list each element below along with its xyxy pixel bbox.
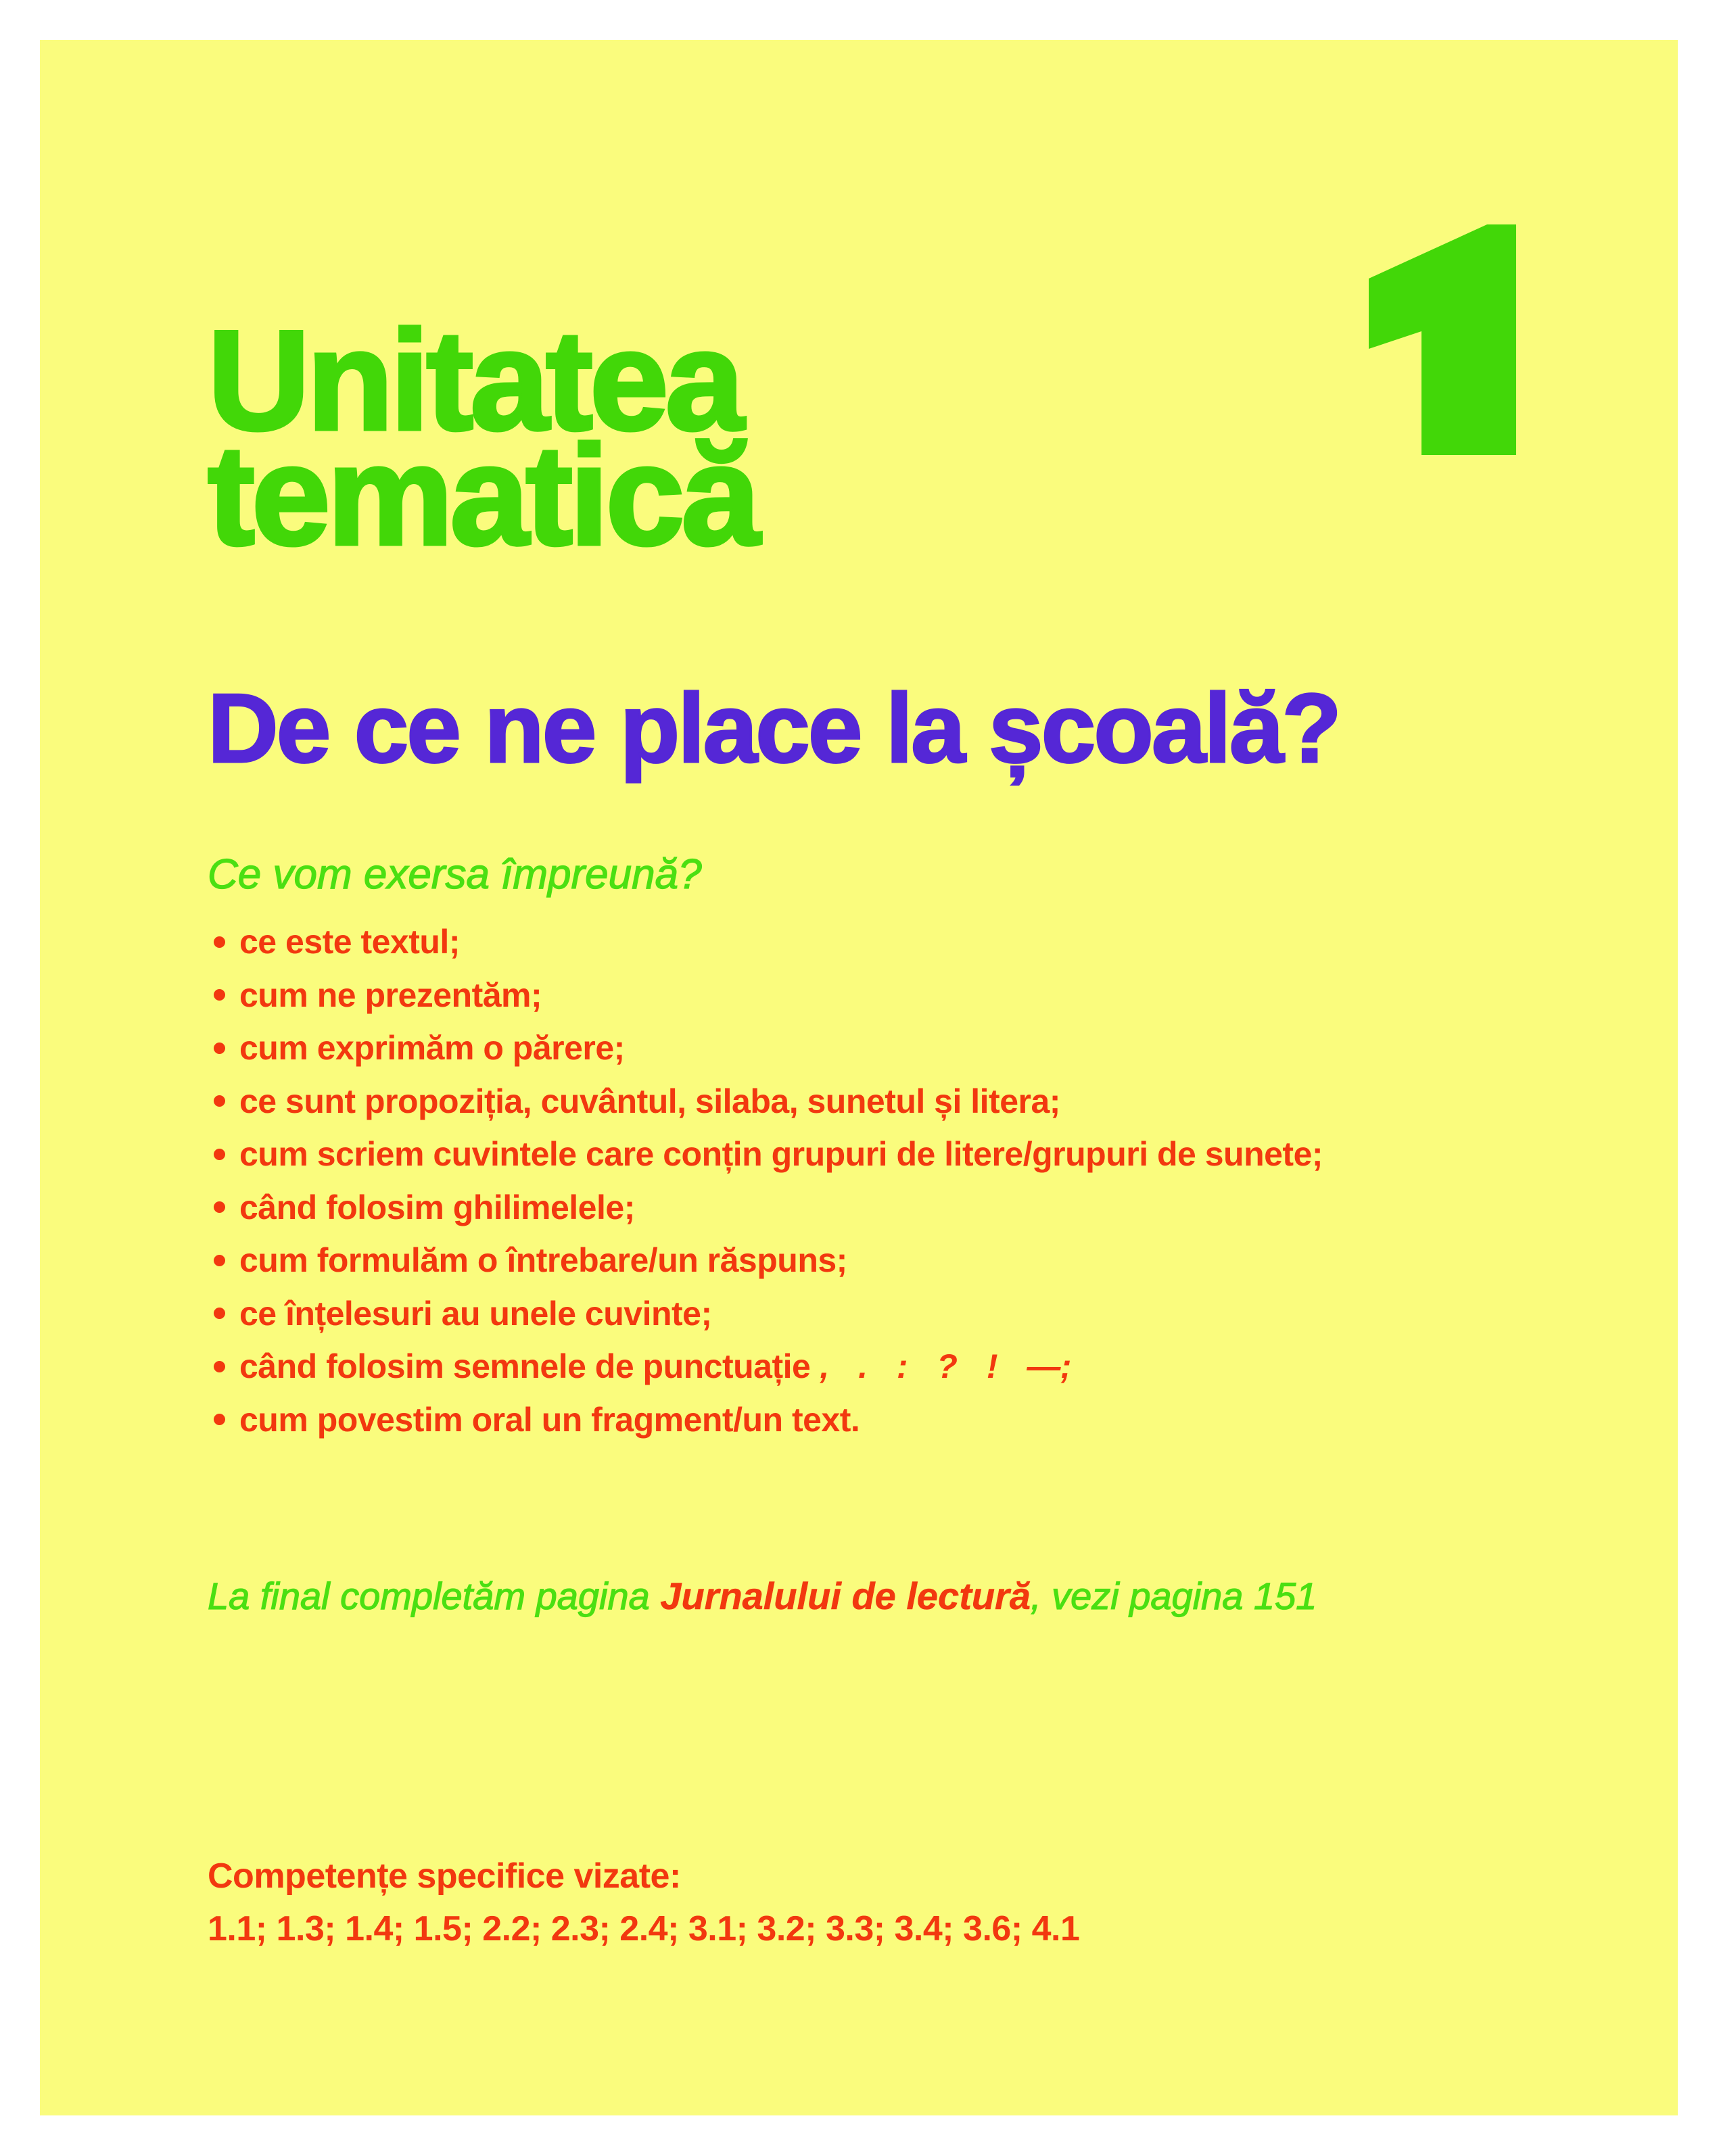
unit-label-line1: Unitatea (208, 300, 741, 460)
bullet-icon (214, 1043, 225, 1054)
list-item-text: cum scriem cuvintele care conțin grupuri de litere/grupuri de sunete; (239, 1135, 1323, 1174)
list-item-text: cum formulăm o întrebare/un răspuns; (239, 1241, 847, 1280)
list-item (214, 1181, 1323, 1235)
journal-title: Jurnalului de lectură (660, 1575, 1031, 1617)
punctuation-marks: , . : ? ! —; (820, 1347, 1072, 1386)
list-item (214, 915, 1323, 969)
unit-label-line2: tematică (208, 415, 757, 575)
list-item (214, 1022, 1323, 1075)
bullet-icon (214, 1414, 225, 1425)
list-item (214, 1393, 1323, 1447)
unit-number (1367, 223, 1518, 456)
list-item (214, 1340, 1323, 1393)
reading-journal-note (208, 1573, 1317, 1619)
unit-label (208, 300, 757, 575)
journal-note-prefix: La final completăm pagina (208, 1575, 661, 1617)
list-item-text: cum povestim oral un fragment/un text. (239, 1400, 860, 1439)
bullet-icon (214, 1095, 225, 1107)
list-item (214, 1287, 1323, 1341)
exercise-list (214, 915, 1323, 1446)
list-item-text: ce înțelesuri au unele cuvinte; (239, 1294, 712, 1333)
journal-note-suffix: , vezi pagina 151 (1031, 1575, 1317, 1617)
list-item-text: ce este textul; (239, 923, 460, 961)
unit-number-digit-icon (1367, 223, 1518, 456)
list-item-text: cum exprimăm o părere; (239, 1029, 625, 1068)
bullet-icon (214, 989, 225, 1001)
book-page (40, 40, 1678, 2115)
competences-label: Competențe specifice vizate: (208, 1856, 681, 1896)
list-item-text: când folosim ghilimelele; (239, 1188, 635, 1226)
list-item-text: cum ne prezentăm; (239, 976, 542, 1014)
bullet-icon (214, 1361, 225, 1372)
list-item (214, 969, 1323, 1022)
list-item-text (239, 1347, 1071, 1386)
list-item-text-main: când folosim semnele de punctuație (239, 1347, 811, 1386)
list-item (214, 1234, 1323, 1287)
competences-codes: 1.1; 1.3; 1.4; 1.5; 2.2; 2.3; 2.4; 3.1; 3.2; 3.3; 3.4; 3.6; 4.1 (208, 1909, 1080, 1948)
bullet-icon (214, 1308, 225, 1319)
list-item (214, 1128, 1323, 1181)
exercise-question: Ce vom exersa împreună? (208, 851, 702, 898)
bullet-icon (214, 1255, 225, 1266)
bullet-icon (214, 936, 225, 948)
bullet-icon (214, 1149, 225, 1160)
bullet-icon (214, 1201, 225, 1213)
list-item-text: ce sunt propoziția, cuvântul, silaba, sunetul și litera; (239, 1082, 1060, 1120)
list-item (214, 1075, 1323, 1128)
page-title: De ce ne place la școală? (208, 673, 1340, 784)
